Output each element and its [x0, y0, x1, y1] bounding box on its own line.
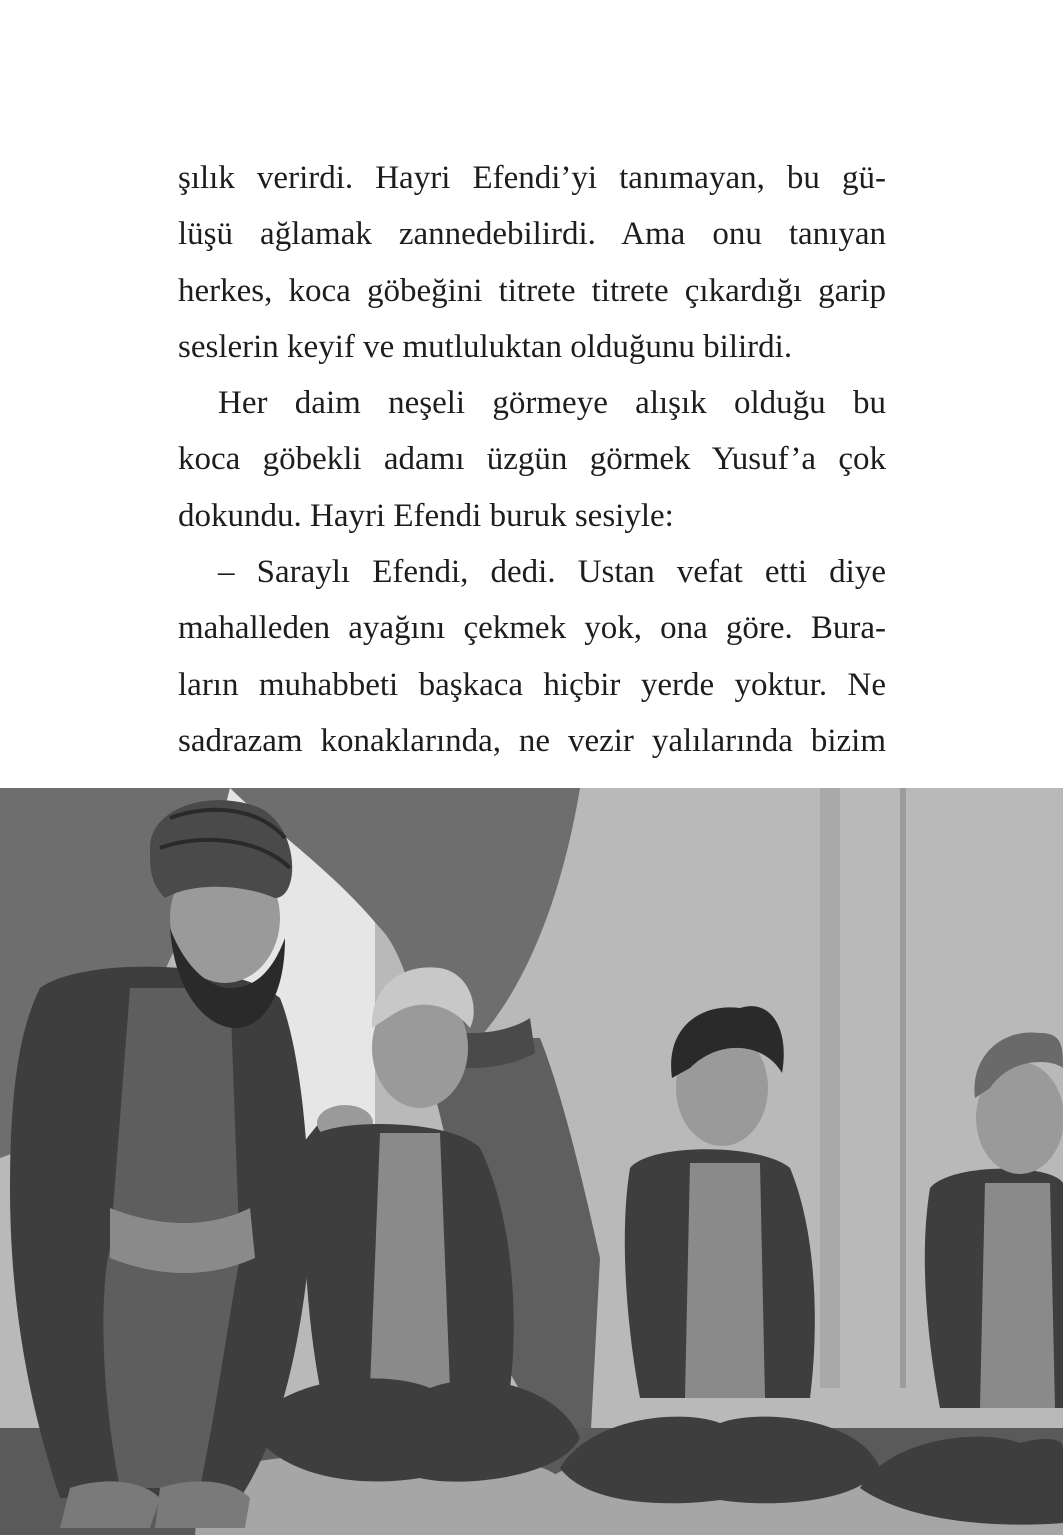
text-line: herkes, koca göbeğini titrete titrete çıkardığı garip [178, 272, 886, 309]
text-line: – Saraylı Efendi, dedi. Ustan vefat etti diye [218, 554, 886, 591]
body-text [178, 150, 886, 769]
text-line: dokundu. Hayri Efendi buruk sesiyle: [178, 497, 674, 534]
text-line: lüşü ağlamak zannedebilirdi. Ama onu tanıyan [178, 216, 886, 253]
wall-pillar [820, 788, 840, 1388]
text-line: mahalleden ayağını çekmek yok, ona göre. Bura- [178, 610, 886, 647]
text-line: koca göbekli adamı üzgün görmek Yusuf’a çok [178, 441, 886, 478]
text-line: sadrazam konaklarında, ne vezir yalılarında bizim [178, 722, 886, 759]
wall-edge [900, 788, 906, 1388]
text-line: Her daim neşeli görmeye alışık olduğu bu [218, 385, 886, 422]
illustration-scene [0, 788, 1063, 1535]
illustration [0, 788, 1063, 1535]
text-line: şılık verirdi. Hayri Efendi’yi tanımayan, bu gü- [178, 160, 886, 196]
text-line: seslerin keyif ve mutluluktan olduğunu bilirdi. [178, 328, 793, 365]
text-line: ların muhabbeti başkaca hiçbir yerde yoktur. Ne [178, 666, 886, 703]
